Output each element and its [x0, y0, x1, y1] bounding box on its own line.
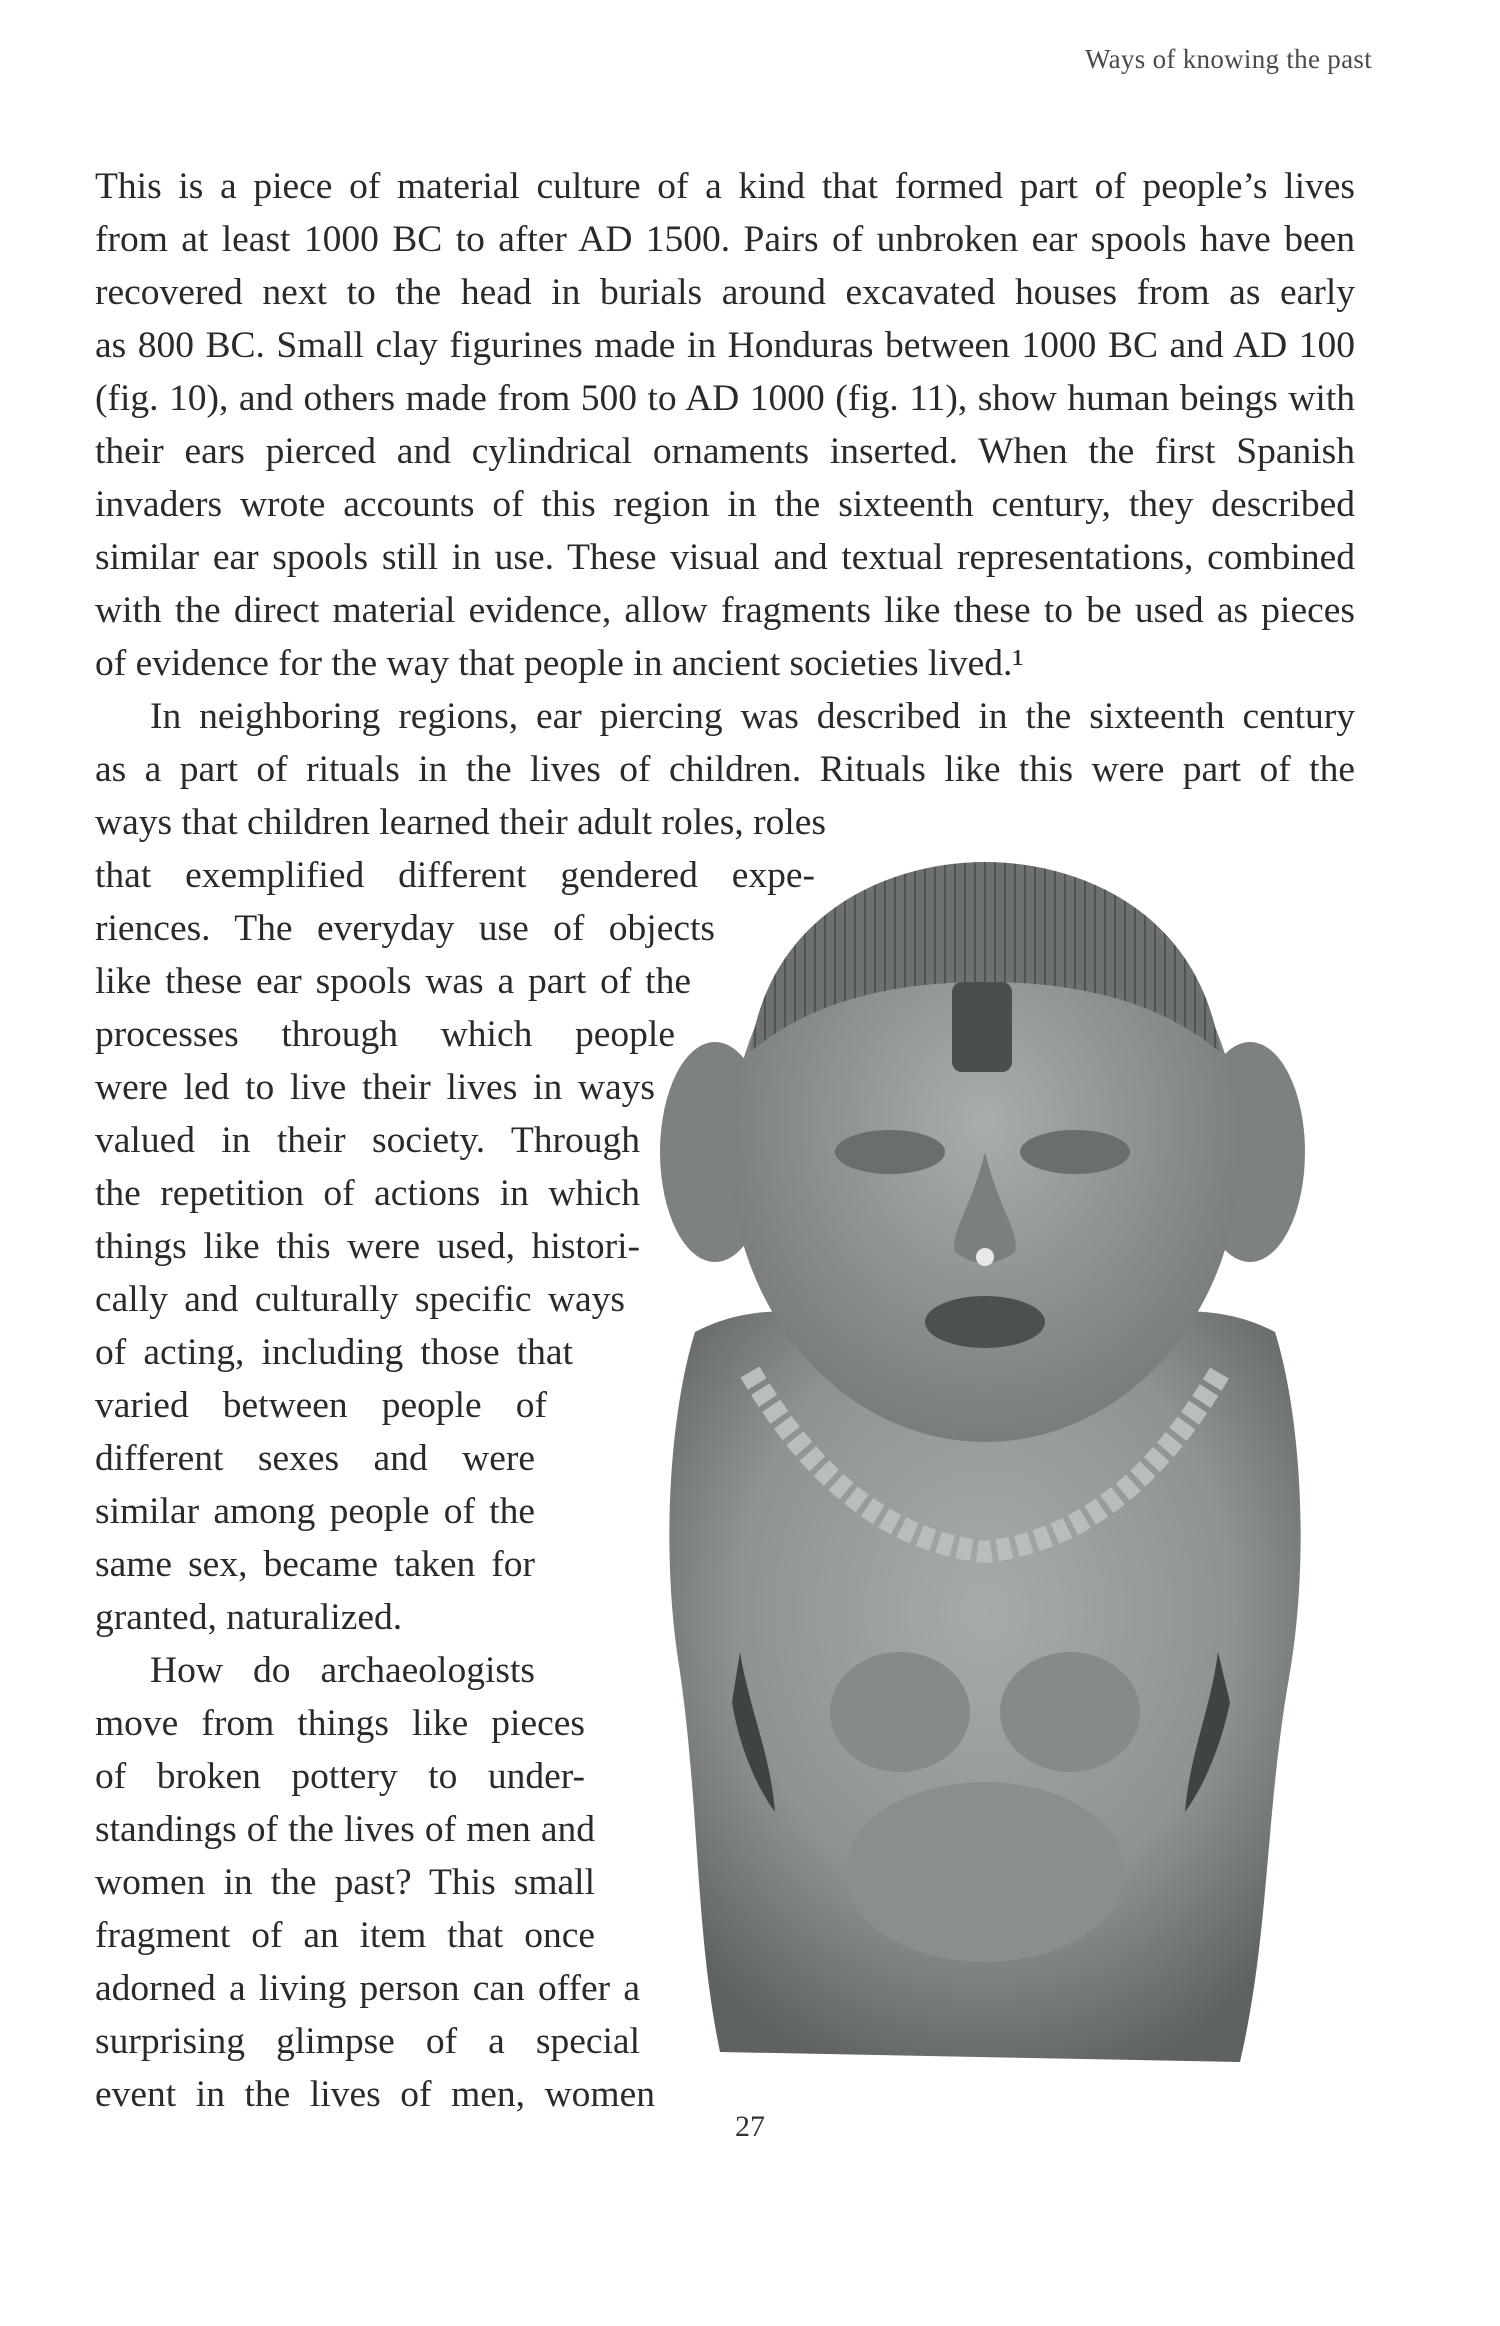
p2-wrap-line: similar among people of the: [95, 1491, 535, 1532]
p2-wrap-line: granted, naturalized.: [95, 1597, 403, 1638]
p2-wrap-line: valued in their society. Through: [95, 1120, 640, 1161]
p2-wrap-line: of acting, including those that: [95, 1332, 573, 1373]
p2-wrap-line: cally and culturally specific ways: [95, 1279, 625, 1320]
p2-wrap-line: same sex, became taken for: [95, 1544, 535, 1585]
belly: [845, 1782, 1125, 1962]
nose-ornament: [976, 1248, 994, 1266]
full-width-text: [95, 160, 1355, 849]
p1-line: (fig. 10), and others made from 500 to AD 1000 (fig. 11), show human beings with: [95, 378, 1355, 419]
p3-wrap-line: women in the past? This small: [95, 1862, 595, 1903]
p1-line: with the direct material evidence, allow fragments like these to be used as pieces: [95, 590, 1355, 631]
p1-line: recovered next to the head in burials around excavated houses from as early: [95, 272, 1355, 313]
eye-right: [1020, 1130, 1130, 1174]
p2-line: ways that children learned their adult roles, roles: [95, 802, 826, 843]
p2-wrap-line: varied between people of: [95, 1385, 547, 1426]
p1-line: from at least 1000 BC to after AD 1500. Pairs of unbroken ear spools have been: [95, 219, 1355, 260]
p3-wrap-line: standings of the lives of men and: [95, 1809, 595, 1850]
p2-wrap-line: riences. The everyday use of objects: [95, 908, 715, 949]
breast-left: [830, 1652, 970, 1772]
p3-wrap-line: adorned a living person can offer a: [95, 1968, 640, 2009]
p1-line: their ears pierced and cylindrical ornaments inserted. When the first Spanish: [95, 431, 1355, 472]
forehead-ornament: [952, 982, 1012, 1072]
p1-line: of evidence for the way that people in ancient societies lived.¹: [95, 643, 1024, 684]
p1-line: as 800 BC. Small clay figurines made in Honduras between 1000 BC and AD 100: [95, 325, 1355, 366]
page-number: 27: [735, 2110, 765, 2143]
p1-line: This is a piece of material culture of a kind that formed part of people’s lives: [95, 166, 1355, 207]
running-head: Ways of knowing the past: [1085, 44, 1372, 74]
p2-wrap-line: the repetition of actions in which: [95, 1173, 640, 1214]
p3-wrap-line: of broken pottery to under-: [95, 1756, 585, 1797]
p1-line: invaders wrote accounts of this region in the sixteenth century, they described: [95, 484, 1355, 525]
eye-left: [835, 1130, 945, 1174]
p2-wrap-line: like these ear spools was a part of the: [95, 961, 691, 1002]
p2-line: as a part of rituals in the lives of children. Rituals like this were part of the: [95, 749, 1355, 790]
p1-line: similar ear spools still in use. These visual and textual representations, combined: [95, 537, 1355, 578]
figurine-photo: [600, 852, 1390, 2092]
p3-wrap-line: move from things like pieces: [95, 1703, 585, 1744]
p2-wrap-line: things like this were used, histori-: [95, 1226, 640, 1267]
p3-wrap-line: event in the lives of men, women: [95, 2074, 655, 2115]
breast-right: [1000, 1652, 1140, 1772]
p2-wrap-line: different sexes and were: [95, 1438, 535, 1479]
p2-wrap-line: were led to live their lives in ways: [95, 1067, 655, 1108]
p2-wrap-line: processes through which people: [95, 1014, 675, 1055]
p3-wrap-line: fragment of an item that once: [95, 1915, 595, 1956]
p2-wrap-line: that exemplified different gendered expe-: [95, 855, 815, 896]
mouth: [925, 1296, 1045, 1348]
p3-wrap-line: surprising glimpse of a special: [95, 2021, 640, 2062]
p3-wrap-line: How do archaeologists: [150, 1650, 535, 1691]
figurine-illustration: [600, 852, 1390, 2092]
p2-line: In neighboring regions, ear piercing was described in the sixteenth century: [150, 696, 1355, 737]
